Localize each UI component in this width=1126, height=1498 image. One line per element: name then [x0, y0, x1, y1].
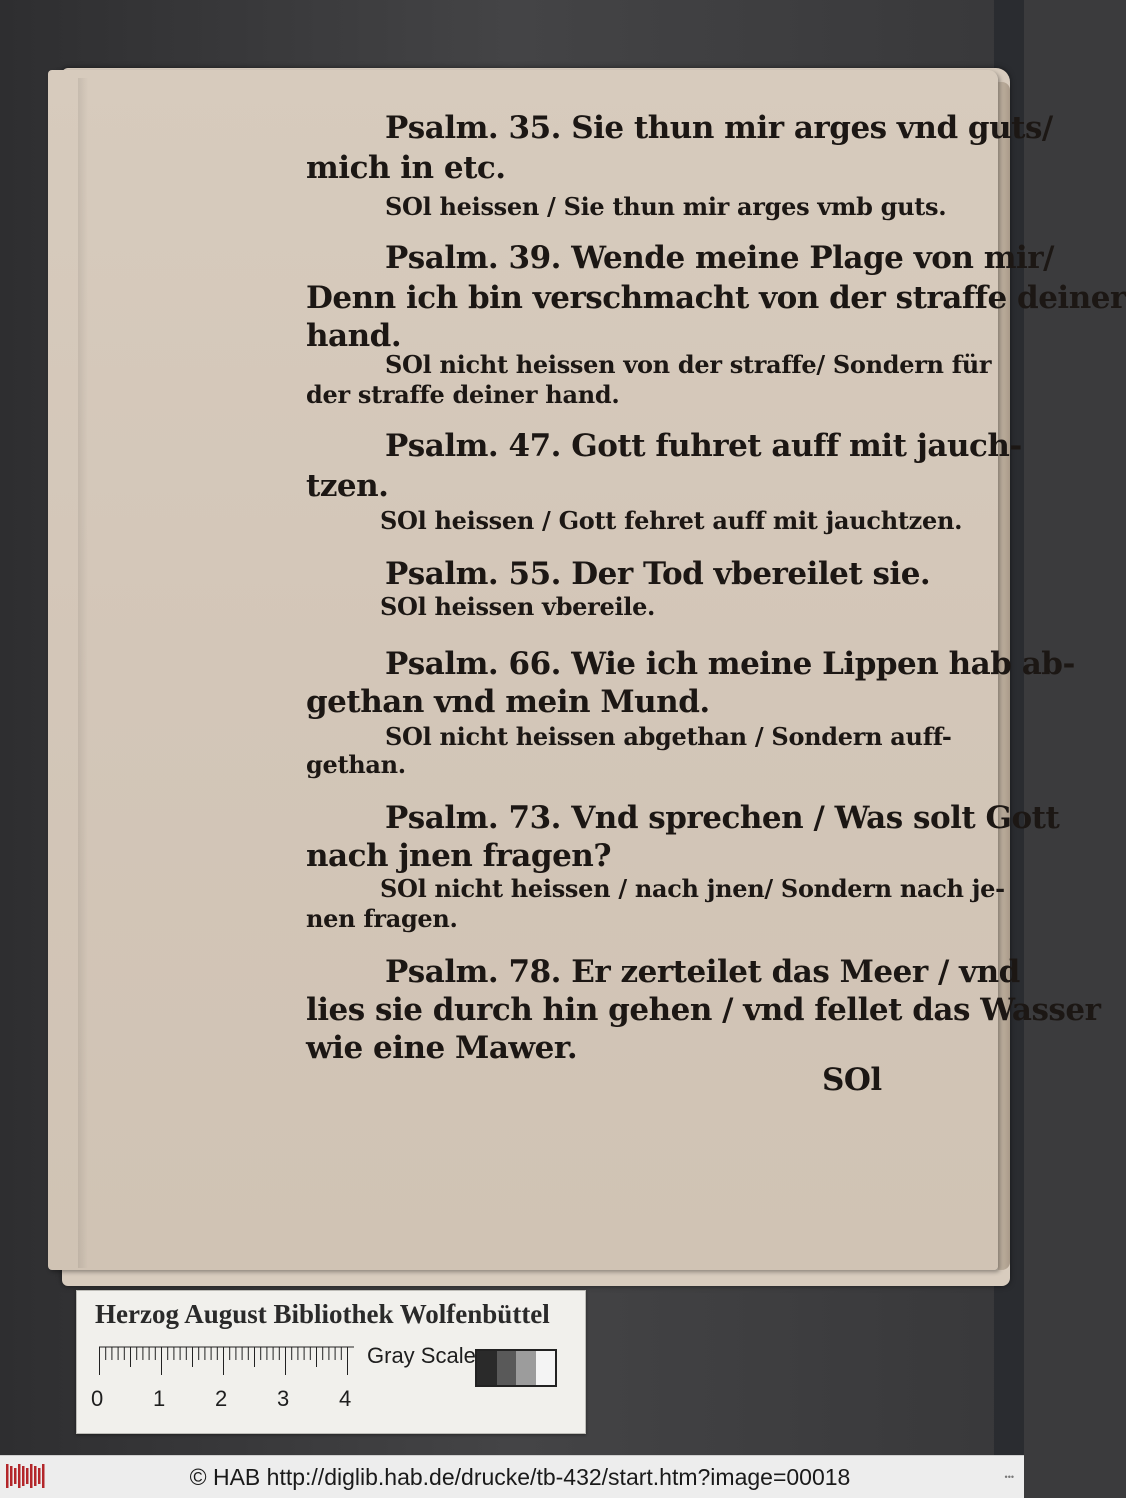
hab-logo-icon [6, 1464, 46, 1488]
text-line: tzen. [306, 468, 389, 504]
text-line: Psalm. 73. Vnd sprechen / Was solt Gott [385, 800, 1060, 836]
text-line: SOl nicht heissen von der straffe/ Sondern für [385, 350, 992, 379]
text-line: mich in etc. [306, 150, 506, 186]
text-line: Denn ich bin verschmacht von der straffe deiner [306, 280, 1126, 316]
text-line: der straffe deiner hand. [306, 380, 620, 409]
text-line: Psalm. 47. Gott fuhret auff mit jauch- [385, 428, 1022, 464]
gray-scale-label: Gray Scale [367, 1343, 476, 1368]
text-line: SOl heissen / Sie thun mir arges vmb guts. [385, 192, 947, 221]
text-line: SOl nicht heissen abgethan / Sondern auff- [385, 722, 952, 751]
page-fold [78, 78, 88, 1268]
ruler-number: 4 [339, 1386, 352, 1411]
footer-copyright: © HAB http://diglib.hab.de/drucke/tb-432/start.htm?image=00018 [189, 1464, 851, 1490]
text-line: gethan. [306, 750, 406, 779]
text-line: Psalm. 39. Wende meine Plage von mir/ [385, 240, 1054, 276]
ruler-number: 1 [153, 1386, 166, 1411]
scale-card [76, 1290, 586, 1434]
gray-swatch [536, 1351, 556, 1385]
footer-bar [0, 1455, 1024, 1498]
text-line: hand. [306, 318, 402, 354]
ruler [99, 1347, 354, 1377]
gray-swatch [497, 1351, 517, 1385]
text-line: gethan vnd mein Mund. [306, 684, 710, 720]
text-line: Psalm. 55. Der Tod vbereilet sie. [385, 556, 931, 592]
ruler-number: 2 [215, 1386, 228, 1411]
text-line: nach jnen fragen? [306, 838, 611, 874]
text-line: SOl heissen vbereile. [380, 592, 656, 621]
footer-dots: ••• [1004, 1472, 1014, 1482]
gray-swatch [477, 1351, 497, 1385]
text-line: nen fragen. [306, 904, 458, 933]
text-line: SOl nicht heissen / nach jnen/ Sondern nach je- [380, 874, 1005, 903]
catchword: SOl [822, 1062, 882, 1098]
text-line: lies sie durch hin gehen / vnd fellet das Wasser [306, 992, 1101, 1028]
ruler-number: 3 [277, 1386, 290, 1411]
gray-swatch [516, 1351, 536, 1385]
text-line: SOl heissen / Gott fehret auff mit jauchtzen. [380, 506, 963, 535]
card-title: Herzog August Bibliothek Wolfenbüttel [95, 1299, 550, 1329]
ruler-number: 0 [91, 1386, 104, 1411]
text-line: Psalm. 66. Wie ich meine Lippen hab ab- [385, 646, 1075, 682]
gray-scale-bar [475, 1349, 557, 1387]
text-line: wie eine Mawer. [306, 1030, 578, 1066]
text-line: Psalm. 78. Er zerteilet das Meer / vnd [385, 954, 1020, 990]
ruler-numbers [91, 1386, 361, 1416]
text-line: Psalm. 35. Sie thun mir arges vnd guts/ [385, 110, 1053, 146]
